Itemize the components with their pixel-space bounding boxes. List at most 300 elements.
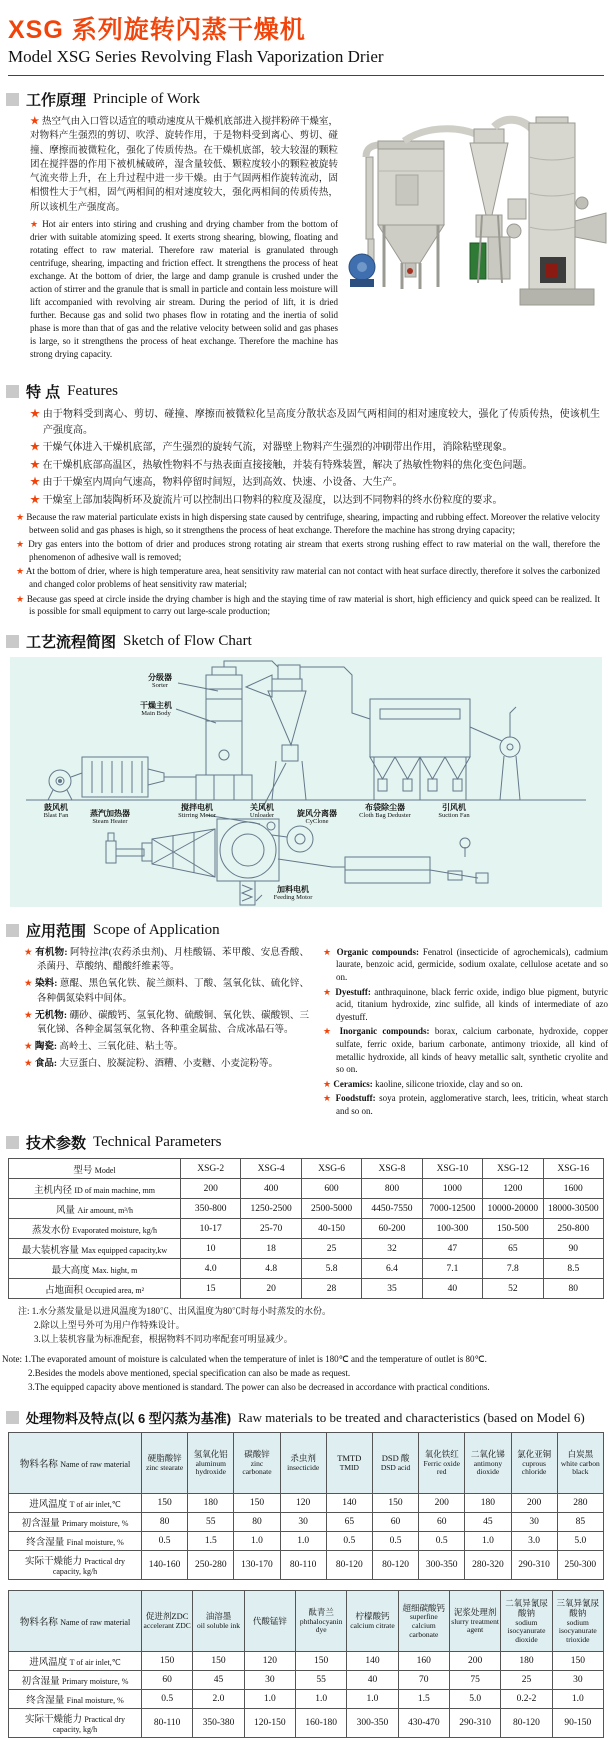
value-cell: 90 <box>543 1239 603 1259</box>
value-cell: 35 <box>362 1279 422 1299</box>
star-icon: ★ <box>30 477 43 488</box>
column-header-zh: 代酸锰锌 <box>252 1615 287 1626</box>
value-cell: 60-200 <box>362 1219 422 1239</box>
value-cell: 30 <box>244 1671 295 1690</box>
value-cell: 80-120 <box>501 1709 552 1738</box>
row-label-cell <box>9 1690 142 1709</box>
value-cell: 300-350 <box>347 1709 398 1738</box>
row-label-zh: 进风温度 <box>29 1500 68 1511</box>
column-header-cell: XSG-4 <box>241 1159 301 1179</box>
column-header-cell <box>142 1433 188 1494</box>
value-cell: 70 <box>398 1671 449 1690</box>
column-header-zh: 超细碳酸钙 <box>402 1602 446 1613</box>
star-icon: ★ <box>30 459 43 471</box>
heading-en: Scope of Application <box>93 921 220 938</box>
value-cell: 1200 <box>483 1179 543 1199</box>
value-cell: 80-120 <box>372 1551 418 1580</box>
flow-label-zh: 分级器 <box>148 672 172 682</box>
value-cell: 150 <box>234 1494 280 1513</box>
bullet-item: ★ Foodstuff: soya protein, agglomerative starch, lees, triticin, wheat starch and so on. <box>323 1093 608 1116</box>
value-cell: 290-310 <box>449 1709 500 1738</box>
row-label-zh: 物料名称 <box>19 1460 58 1471</box>
column-header-zh: 碳酸锌 <box>244 1449 270 1460</box>
star-icon: ★ <box>16 593 27 604</box>
column-header-zh: 泥浆处理剂 <box>453 1607 497 1618</box>
table-row <box>9 1259 604 1279</box>
value-cell: 85 <box>557 1513 603 1532</box>
column-header-en: insecticide <box>287 1463 320 1473</box>
table-row <box>9 1690 604 1709</box>
tech-params-table <box>0 1158 612 1299</box>
table-row <box>9 1199 604 1219</box>
column-header-cell: XSG-8 <box>362 1159 422 1179</box>
row-label-en: Model <box>94 1165 116 1175</box>
flow-label-en: Main Body <box>141 709 171 717</box>
value-cell: 280-320 <box>465 1551 511 1580</box>
bullet-item: ★ 由于物料受到离心、剪切、碰撞、摩擦而被微粒化呈高度分散状态及固气两相间的相对速度较大，强化了传质传热，使该机生产强度高。 <box>30 409 601 436</box>
row-label-cell <box>9 1179 181 1199</box>
column-header-en: Ferric oxide red <box>423 1458 460 1477</box>
column-header-zh: 氯化亚铜 <box>517 1449 552 1460</box>
column-header-en: TMID <box>339 1463 359 1473</box>
flow-label-zh: 干燥主机 <box>140 700 172 710</box>
value-cell: 25 <box>501 1671 552 1690</box>
bullet-item: ★ Because gas speed at circle inside the drying chamber is high and the staying time of raw material is short, high efficiency and quick speed can be realized. It is possible for small equipment to carry out large-scale production; <box>16 593 600 617</box>
row-label-zh: 实际干燥能力 <box>24 1557 82 1568</box>
column-header-cell <box>188 1433 234 1494</box>
row-label-cell <box>9 1159 181 1179</box>
value-cell: 15 <box>181 1279 241 1299</box>
row-label-zh: 占地面积 <box>45 1285 84 1296</box>
value-cell: 65 <box>483 1239 543 1259</box>
flow-label-en: Steam Heater <box>92 817 128 825</box>
note-line: Note: 1.The evaporated amount of moisture is calculated when the temperature of inlet is 180℃ and the temperature of outlet is 80℃. <box>2 1354 487 1365</box>
row-label-cell <box>9 1494 142 1513</box>
value-cell: 5.0 <box>557 1532 603 1551</box>
flow-label-en: Blast Fan <box>43 811 69 819</box>
column-header-zh: 硬脂酸锌 <box>147 1453 182 1464</box>
value-cell: 90-150 <box>552 1709 603 1738</box>
star-icon: ★ <box>16 539 29 550</box>
principle-paragraph-en <box>30 218 338 362</box>
value-cell: 80 <box>142 1513 188 1532</box>
column-header-zh: 氧化铁红 <box>424 1449 459 1460</box>
row-label-cell <box>9 1591 142 1652</box>
flow-diagram-sketch <box>10 657 602 907</box>
heading-zh: 特 点 <box>26 384 61 401</box>
heading-zh: 技术参数 <box>26 1135 87 1153</box>
column-header-en: slurry treatment agent <box>451 1616 499 1635</box>
row-label-zh: 主机内径 <box>33 1185 72 1196</box>
value-cell: 1.0 <box>465 1532 511 1551</box>
row-label-cell <box>9 1709 142 1738</box>
star-icon: ★ <box>24 1042 35 1053</box>
column-header-cell: XSG-10 <box>422 1159 482 1179</box>
value-cell: 120 <box>244 1652 295 1671</box>
application-section <box>0 946 612 1120</box>
value-cell: 5.0 <box>449 1690 500 1709</box>
flow-label-unloader <box>238 803 286 820</box>
square-bullet-icon <box>6 385 19 398</box>
flow-label-stirring-motor <box>166 803 228 820</box>
value-cell: 60 <box>419 1513 465 1532</box>
principle-zh-text: 热空气由入口管以适宜的喷动速度从干燥机底部进入搅拌粉碎干燥室，对物料产生强烈的剪切、吹浮、旋转作用，于是物料受到离心、剪切、碰撞、摩擦而被微粒化，强化了传质传热。在干燥机底部，较大较湿的颗粒团在搅拌器的作用下被机械破碎，湿含量较低、颗粒度较小的颗粒被旋转气流夹带上升，在上升过程中进一步干燥。由于气固两相作旋转流动，固相惯性大于气相，固气两相间的相对速度较大，强化两相间的传质传热，所以该机生产强度高。 <box>30 117 338 213</box>
value-cell: 120-150 <box>244 1709 295 1738</box>
bullet-label: Ceramics: <box>333 1078 373 1089</box>
value-cell: 1.5 <box>188 1532 234 1551</box>
value-cell: 28 <box>301 1279 361 1299</box>
table-gap <box>0 1580 612 1588</box>
flow-label-main-body <box>126 701 186 718</box>
column-header-en: accelerant ZDC <box>143 1621 191 1631</box>
features-section <box>0 407 612 618</box>
bullet-label: 有机物: <box>35 947 68 958</box>
column-header-zh: 二氧异氰尿酸钠 <box>505 1597 548 1619</box>
column-header-zh: TMTD <box>337 1453 362 1464</box>
bullet-item: ★ 染料: 蒽醌、黑色氧化铁、靛兰颜料、丁酸、氢氧化钛、硫化锌、各种偶氮染料中间体。 <box>24 979 309 1004</box>
value-cell: 10 <box>181 1239 241 1259</box>
product-photo <box>344 115 612 368</box>
star-icon: ★ <box>16 512 27 522</box>
row-label-zh: 终含湿量 <box>26 1538 65 1549</box>
page-header <box>0 0 612 67</box>
heading-zh: 工作原理 <box>26 92 87 109</box>
column-header-en: white carbon black <box>560 1458 600 1477</box>
table-row <box>9 1709 604 1738</box>
materials-table-2 <box>0 1590 612 1738</box>
value-cell: 250-280 <box>188 1551 234 1580</box>
value-cell: 150-500 <box>483 1219 543 1239</box>
value-cell: 0.5 <box>372 1532 418 1551</box>
flow-label-zh: 鼓风机 <box>44 802 68 812</box>
bullet-label: 无机物: <box>35 1010 67 1021</box>
note-line: 注: 1.水分蒸发量是以进风温度为180℃、出风温度为80℃时每小时蒸发的水份。 <box>18 1306 332 1317</box>
bullet-item: ★ Inorganic compounds: borax, calcium carbonate, hydroxide, copper sulfate, ferric oxide, barium carbonate, antimony trioxide, all kind of metallic hydroxide, all kinds of heavy metallic salt, synthetic cryolite and so on. <box>323 1026 608 1075</box>
value-cell: 200 <box>181 1179 241 1199</box>
row-label-en: Max. hight, m <box>92 1265 138 1275</box>
value-cell: 430-470 <box>398 1709 449 1738</box>
column-header-cell <box>398 1591 449 1652</box>
row-label-en: Air amount, m³/h <box>77 1205 133 1215</box>
page-title-zh: XSG 系列旋转闪蒸干燥机 <box>8 16 306 44</box>
value-cell: 0.2-2 <box>501 1690 552 1709</box>
column-header-cell <box>244 1591 295 1652</box>
section-heading-flowchart <box>6 631 612 652</box>
column-header-cell <box>465 1433 511 1494</box>
value-cell: 600 <box>301 1179 361 1199</box>
section-heading-features <box>6 381 612 402</box>
tech-notes-en <box>2 1353 612 1395</box>
row-label-cell <box>9 1652 142 1671</box>
column-header-en: zinc carbonate <box>242 1458 272 1477</box>
star-icon: ★ <box>16 566 26 577</box>
row-label-en: Occupied area, m² <box>85 1285 144 1295</box>
flow-label-sorter <box>132 673 188 690</box>
value-cell: 150 <box>142 1494 188 1513</box>
value-cell: 200 <box>419 1494 465 1513</box>
star-icon: ★ <box>323 1078 334 1089</box>
column-header-zh: 柠檬酸钙 <box>355 1611 390 1622</box>
value-cell: 0.5 <box>326 1532 372 1551</box>
value-cell: 140 <box>326 1494 372 1513</box>
table-row <box>9 1551 604 1580</box>
value-cell: 7000-12500 <box>422 1199 482 1219</box>
flow-label-zh: 搅拌电机 <box>181 802 213 812</box>
value-cell: 18000-30500 <box>543 1199 603 1219</box>
star-icon: ★ <box>30 494 43 506</box>
value-cell: 60 <box>142 1671 193 1690</box>
value-cell: 180 <box>188 1494 234 1513</box>
bullet-item: ★ 食品: 大豆蛋白、胶凝淀粉、酒糟、小麦糖、小麦淀粉等。 <box>24 1058 278 1069</box>
star-icon: ★ <box>323 1093 336 1104</box>
column-header-cell: XSG-6 <box>301 1159 361 1179</box>
row-label-en: T of air inlet,℃ <box>69 1658 121 1668</box>
row-label-zh: 初含湿量 <box>21 1519 60 1530</box>
bullet-label: Organic compounds: <box>336 946 419 957</box>
column-header-cell <box>557 1433 603 1494</box>
value-cell: 140 <box>347 1652 398 1671</box>
bullet-label: 陶瓷: <box>34 1042 58 1053</box>
column-header-zh: 促进剂ZDC <box>145 1611 189 1622</box>
bullet-label: Foodstuff: <box>335 1093 376 1104</box>
value-cell: 80-120 <box>326 1551 372 1580</box>
row-label-cell <box>9 1513 142 1532</box>
row-label-en: Primary moisture, % <box>61 1519 129 1529</box>
flow-label-steam-heater <box>80 809 140 826</box>
heading-en: Sketch of Flow Chart <box>123 632 252 649</box>
value-cell: 7.8 <box>483 1259 543 1279</box>
table-header-row <box>9 1433 604 1494</box>
column-header-zh: 白炭黑 <box>567 1449 594 1460</box>
value-cell: 200 <box>449 1652 500 1671</box>
table-row <box>9 1513 604 1532</box>
value-cell: 45 <box>193 1671 244 1690</box>
column-header-cell <box>234 1433 280 1494</box>
section-heading-tech-params <box>6 1132 612 1153</box>
value-cell: 45 <box>465 1513 511 1532</box>
row-label-cell <box>9 1259 181 1279</box>
column-header-en: antimony dioxide <box>473 1458 503 1477</box>
row-label-en: Name of raw material <box>60 1460 131 1470</box>
heading-zh: 应用范围 <box>26 922 87 940</box>
value-cell: 160-180 <box>295 1709 346 1738</box>
column-header-cell <box>326 1433 372 1494</box>
application-list-zh <box>24 946 309 1120</box>
row-label-en: Primary moisture, % <box>61 1677 129 1687</box>
value-cell: 10000-20000 <box>483 1199 543 1219</box>
value-cell: 25-70 <box>241 1219 301 1239</box>
column-header-en: calcium citrate <box>350 1621 395 1631</box>
value-cell: 30 <box>280 1513 326 1532</box>
note-line: 2.除以上型号外可为用户作特殊设计。 <box>34 1320 185 1331</box>
star-icon: ★ <box>323 986 336 997</box>
section-heading-application <box>6 920 612 941</box>
bullet-item: ★ Ceramics: kaoline, silicone trioxide, clay and so on. <box>323 1078 523 1089</box>
value-cell: 20 <box>241 1279 301 1299</box>
column-header-zh: 油溶墨 <box>205 1611 232 1622</box>
value-cell: 280 <box>557 1494 603 1513</box>
row-label-cell <box>9 1532 142 1551</box>
square-bullet-icon <box>6 93 19 106</box>
value-cell: 250-800 <box>543 1219 603 1239</box>
star-icon: ★ <box>30 442 43 453</box>
value-cell: 400 <box>241 1179 301 1199</box>
value-cell: 120 <box>280 1494 326 1513</box>
row-label-zh: 风量 <box>56 1205 76 1216</box>
column-header-cell <box>501 1591 552 1652</box>
value-cell: 0.5 <box>419 1532 465 1551</box>
flow-label-zh: 旋风分离器 <box>297 808 337 818</box>
bullet-item: ★ Because the raw material particulate exists in high dispersing state caused by centrifuge, shearing, impacting and rubbing effect. Moreover the relative velocity between solid and gas phases is high, so it strengthens the process of heat exchange. Therefore the machine has strong drying capacity; <box>16 512 600 535</box>
column-header-cell <box>419 1433 465 1494</box>
column-header-cell: XSG-12 <box>483 1159 543 1179</box>
data-table <box>8 1158 604 1299</box>
value-cell: 1250-2500 <box>241 1199 301 1219</box>
heading-en: Features <box>67 383 118 399</box>
value-cell: 150 <box>372 1494 418 1513</box>
value-cell: 80-110 <box>280 1551 326 1580</box>
flow-label-en: Sorter <box>152 681 168 689</box>
flow-label-en: Stirring Motor <box>178 811 216 819</box>
column-header-zh: 酞青兰 <box>308 1607 334 1618</box>
value-cell: 800 <box>362 1179 422 1199</box>
header-divider <box>8 75 604 76</box>
column-header-cell <box>511 1433 557 1494</box>
column-header-cell: XSG-16 <box>543 1159 603 1179</box>
flow-label-en: Feeding Motor <box>273 893 313 901</box>
value-cell: 7.1 <box>422 1259 482 1279</box>
flow-label-zh: 布袋除尘器 <box>365 802 405 812</box>
page-title-en: Model XSG Series Revolving Flash Vaporization Drier <box>8 47 384 66</box>
row-label-zh: 初含湿量 <box>21 1677 60 1688</box>
materials-table-1 <box>0 1432 612 1580</box>
row-label-zh: 型号 <box>73 1165 93 1176</box>
row-label-zh: 蒸发水份 <box>31 1225 70 1236</box>
value-cell: 150 <box>193 1652 244 1671</box>
row-label-cell <box>9 1199 181 1219</box>
principle-section <box>0 115 612 368</box>
value-cell: 150 <box>142 1652 193 1671</box>
bullet-item: ★ 陶瓷: 高岭土、三氧化硅、粘土等。 <box>24 1042 183 1053</box>
flow-label-en: Suction Fan <box>438 811 470 819</box>
value-cell: 180 <box>465 1494 511 1513</box>
value-cell: 1.0 <box>244 1690 295 1709</box>
column-header-zh: 二氧化锑 <box>470 1449 505 1460</box>
column-header-en: oil soluble ink <box>197 1621 240 1631</box>
value-cell: 1.5 <box>398 1690 449 1709</box>
value-cell: 350-380 <box>193 1709 244 1738</box>
value-cell: 80 <box>234 1513 280 1532</box>
column-header-zh: 氢氧化铝 <box>193 1449 228 1460</box>
row-label-zh: 最大高度 <box>51 1265 90 1276</box>
value-cell: 30 <box>552 1671 603 1690</box>
row-label-cell <box>9 1219 181 1239</box>
value-cell: 80-110 <box>142 1709 193 1738</box>
value-cell: 250-300 <box>557 1551 603 1580</box>
value-cell: 3.0 <box>511 1532 557 1551</box>
application-list-en <box>323 946 608 1120</box>
note-line: 2.Besides the models above mentioned, special specification can also be made as request. <box>28 1368 351 1379</box>
table-row <box>9 1279 604 1299</box>
column-header-cell <box>449 1591 500 1652</box>
flow-label-zh: 引风机 <box>442 802 466 812</box>
row-label-en: ID of main machine, mm <box>74 1185 156 1195</box>
value-cell: 55 <box>188 1513 234 1532</box>
bullet-item: ★ 干燥气体进入干燥机底部，产生强烈的旋转气流，对器壁上物料产生强烈的冲刷带出作用，消除粘壁现象。 <box>30 442 513 453</box>
flow-label-zh: 加料电机 <box>277 884 309 894</box>
heading-zh: 工艺流程简图 <box>26 633 117 651</box>
value-cell: 150 <box>295 1652 346 1671</box>
star-icon: ★ <box>24 1010 36 1021</box>
bullet-item: ★ At the bottom of drier, where is high temperature area, heat sensitivity raw material can not contact with heat surface directly, therefore it solves the carbonized and changed color problems of heat sensitivity raw material; <box>16 566 600 589</box>
bullet-label: 食品: <box>34 1058 58 1069</box>
value-cell: 40 <box>422 1279 482 1299</box>
column-header-zh: 杀虫剂 <box>290 1453 316 1464</box>
column-header-zh: DSD 酸 <box>381 1453 410 1464</box>
star-icon: ★ <box>30 117 42 127</box>
bullet-item: ★ 由于干燥室内周向气速高，物料停留时间短，达到高效、快速、小设备、大生产。 <box>30 477 403 488</box>
row-label-en: Name of raw material <box>60 1618 131 1628</box>
bullet-item: ★ Dyestuff: anthraquinone, black ferric oxide, indigo blue pigment, butyric acid, titanium hydroxide, zinc sulfide, all kinds of intermediate of azo dyestuff. <box>323 986 608 1022</box>
features-list-zh <box>30 407 600 508</box>
flow-label-feeding-motor <box>262 885 324 902</box>
table-row <box>9 1671 604 1690</box>
row-label-cell <box>9 1279 181 1299</box>
value-cell: 1.0 <box>347 1690 398 1709</box>
note-line: 3.The equipped capacity above mentioned is standard. The power can also be decreased in accordance with practical conditions. <box>28 1382 490 1393</box>
table-row <box>9 1494 604 1513</box>
value-cell: 350-800 <box>181 1199 241 1219</box>
column-header-en: zinc stearate <box>145 1463 184 1473</box>
value-cell: 80 <box>543 1279 603 1299</box>
flow-label-zh: 蒸汽加热器 <box>90 808 130 818</box>
row-label-zh: 物料名称 <box>19 1618 58 1629</box>
value-cell: 4.0 <box>181 1259 241 1279</box>
column-header-cell <box>372 1433 418 1494</box>
value-cell: 0.5 <box>142 1532 188 1551</box>
value-cell: 140-160 <box>142 1551 188 1580</box>
column-header-en: sodium isocyanurate dioxide <box>507 1617 546 1645</box>
bullet-item: ★ Organic compounds: Fenatrol (insecticide of agrochemicals), cadmium laurate, benzoic acid, germicide, sodium oxalate, cellulose acetate and so on. <box>323 946 608 982</box>
value-cell: 25 <box>301 1239 361 1259</box>
square-bullet-icon <box>6 924 19 937</box>
heading-en: Raw materials to be treated and characteristics (based on Model 6) <box>238 1409 585 1425</box>
flow-diagram <box>10 657 602 907</box>
value-cell: 160 <box>398 1652 449 1671</box>
data-table <box>8 1432 604 1580</box>
row-label-zh: 终含湿量 <box>26 1696 65 1707</box>
table-row <box>9 1239 604 1259</box>
value-cell: 100-300 <box>422 1219 482 1239</box>
section-heading-principle <box>6 89 612 110</box>
features-list-en <box>16 511 600 618</box>
column-header-zh: 三氧异氰尿酸钠 <box>556 1597 600 1619</box>
bullet-label: 染料: <box>35 979 58 990</box>
value-cell: 2500-5000 <box>301 1199 361 1219</box>
flow-label-zh: 关风机 <box>250 802 274 812</box>
table-row <box>9 1532 604 1551</box>
value-cell: 1600 <box>543 1179 603 1199</box>
heading-zh: 处理物料及特点(以 6 型闪蒸为基准) <box>26 1411 232 1427</box>
value-cell: 1000 <box>422 1179 482 1199</box>
value-cell: 47 <box>422 1239 482 1259</box>
star-icon: ★ <box>30 409 43 420</box>
row-label-en: Practical dry capacity, kg/h <box>52 1557 126 1577</box>
column-header-cell <box>193 1591 244 1652</box>
column-header-cell <box>347 1591 398 1652</box>
value-cell: 55 <box>295 1671 346 1690</box>
value-cell: 30 <box>511 1513 557 1532</box>
